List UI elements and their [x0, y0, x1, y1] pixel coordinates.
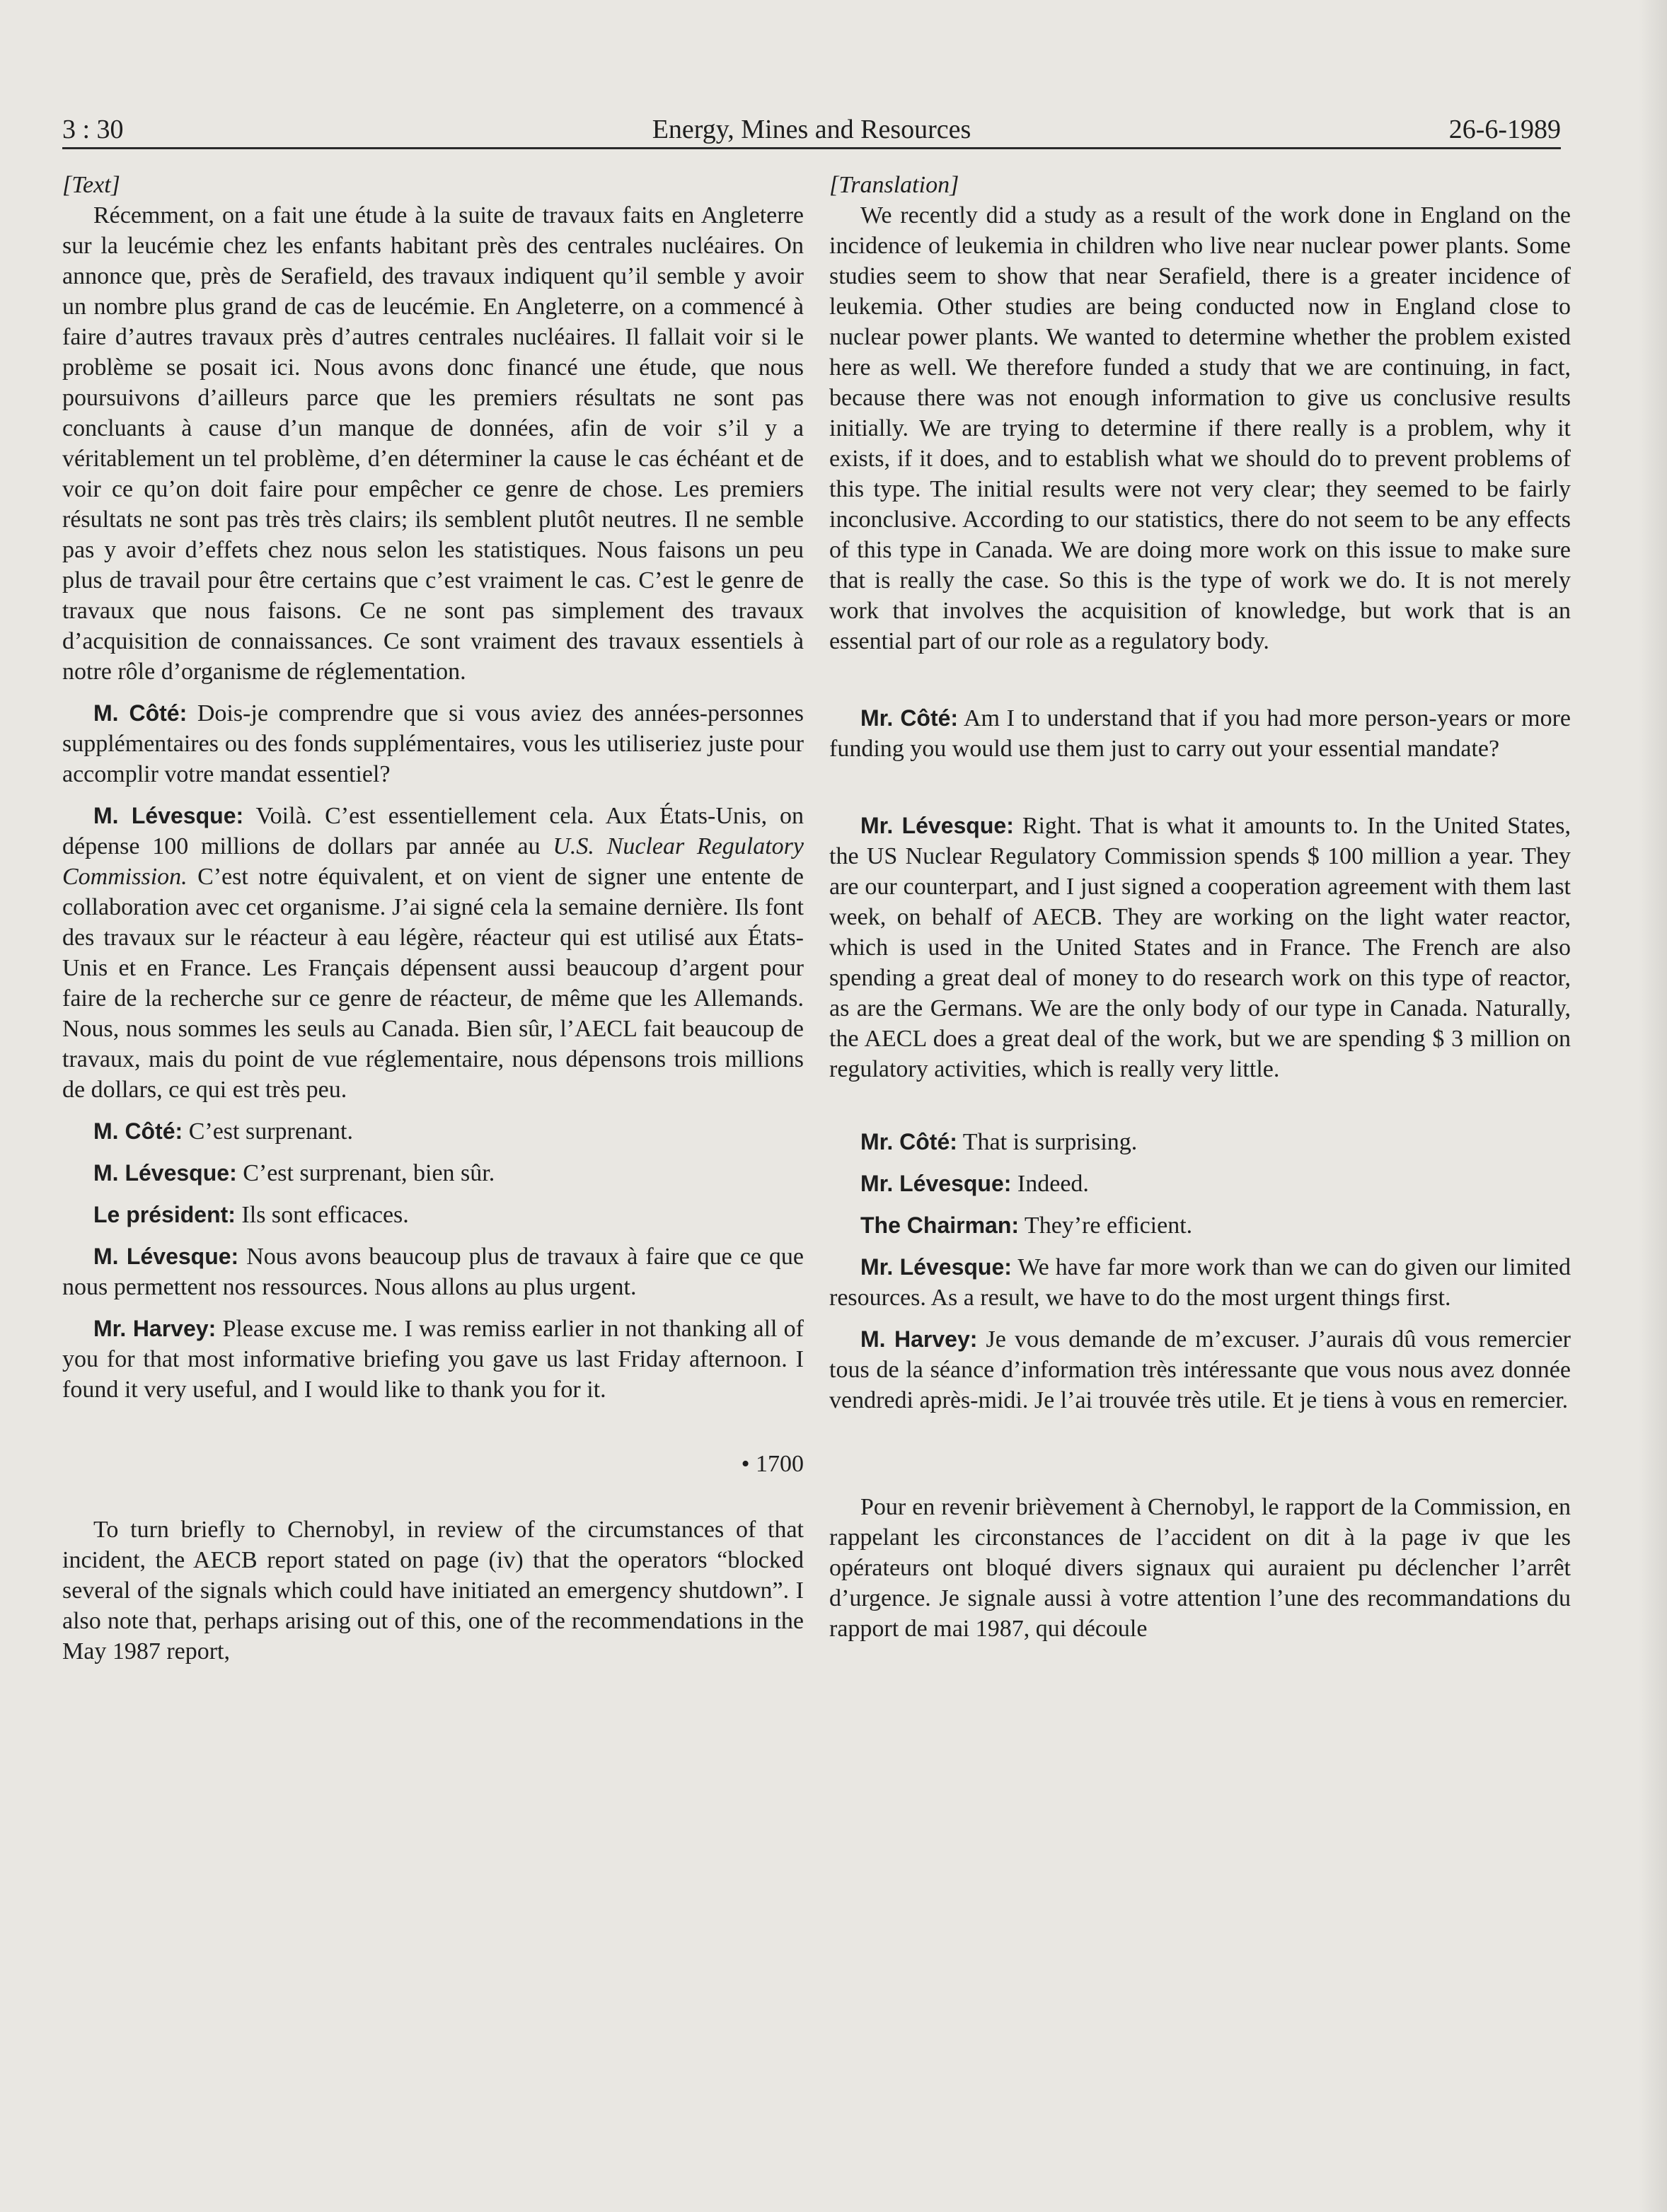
speech-text: We have far more work than we can do given our limited resources. As a result, we have to do the most urgent things first.: [829, 1254, 1571, 1311]
page-number: 3 : 30: [62, 115, 124, 144]
paragraph: To turn briefly to Chernobyl, in review of the circumstances of that incident, the AECB report stated on page (iv) that the operators “blocked several of the signals which could have initiated an emergency shutdown”. I also note that, perhaps arising out of this, one of the recommendations in the May 1987 report,: [62, 1517, 804, 1664]
speaker-name: M. Harvey:: [860, 1326, 978, 1352]
speech-text: Dois-je comprendre que si vous aviez des années-personnes supplémentaires ou des fonds supplémentaires, vous les utiliseriez juste pour accomplir votre mandat essentiel?: [62, 700, 804, 787]
speech-text: Right. That is what it amounts to. In the United States, the US Nuclear Regulatory Commission spends $ 100 million a year. They are our counterpart, and I just signed a cooperation agreement with them last week, on behalf of AECB. They are working on the light water reactor, which is used in the United States and in France. The French are also spending a great deal of money to do research work on this type of reactor, as are the Germans. We are the only body of our type in Canada. Naturally, the AECL does a great deal of the work, but we are spending $ 3 million on regulatory activities, which is really very little.: [829, 813, 1571, 1082]
publication-title: Energy, Mines and Resources: [652, 115, 971, 144]
speech-text: Voilà. C’est essentiellement cela. Aux États-Unis, on dépense 100 millions de dollars par année au: [62, 803, 804, 859]
left-column: [62, 170, 804, 1667]
speaker-name: Mr. Côté:: [860, 705, 959, 731]
speech-text: Ils sont efficaces.: [241, 1202, 409, 1228]
speech-text: That is surprising.: [962, 1129, 1138, 1155]
speaker-name: Mr. Côté:: [860, 1129, 957, 1154]
speech-text: Nous avons beaucoup plus de travaux à faire que ce que nous permettent nos ressources. Nous allons au plus urgent.: [62, 1244, 804, 1300]
speaker-name: The Chairman:: [860, 1212, 1020, 1238]
paragraph: [829, 1127, 1571, 1157]
paragraph: [829, 811, 1571, 1084]
speech-text: C’est surprenant, bien sûr.: [243, 1160, 495, 1186]
paragraph: [829, 703, 1571, 764]
speech-text: Please excuse me. I was remiss earlier in not thanking all of you for that most informative briefing you gave us last Friday afternoon. I found it very useful, and I would like to thank you for it.: [62, 1316, 804, 1403]
speaker-name: Mr. Lévesque:: [860, 1171, 1012, 1196]
time-marker: • 1700: [741, 1451, 804, 1477]
paragraph: Pour en revenir brièvement à Chernobyl, le rapport de la Commission, en rappelant les circonstances de l’accident on dit à la page iv que les opérateurs ont bloqué divers signaux qui auraient pu déclencher l’arrêt d’urgence. Je signale aussi à votre attention l’une des recommandations du rapport de mai 1987, qui découle: [829, 1494, 1571, 1642]
paragraph: [62, 698, 804, 789]
speaker-name: Mr. Harvey:: [93, 1316, 217, 1341]
speaker-name: M. Côté:: [93, 700, 188, 726]
paragraph: [62, 1116, 804, 1147]
paragraph: [62, 1200, 804, 1230]
commission-name: U.S. Nuclear Regulatory Commission.: [62, 833, 804, 890]
sitting-date: 26-6-1989: [1448, 115, 1561, 144]
speech-text: Je vous demande de m’excuser. J’aurais dû vous remercier tous de la séance d’information très intéressante que vous nous avez donnée vendredi après-midi. Je l’ai trouvée très utile. Et je tiens à vous en remercier.: [829, 1326, 1571, 1413]
speech-text: Indeed.: [1017, 1171, 1089, 1197]
speaker-name: Mr. Lévesque:: [860, 1254, 1012, 1280]
paragraph: [829, 1169, 1571, 1199]
speech-text: They’re efficient.: [1024, 1212, 1193, 1239]
page-edge-shadow: [1639, 0, 1667, 2212]
paragraph: Récemment, on a fait une étude à la suite de travaux faits en Angleterre sur la leucémie chez les enfants habitant près des centrales nucléaires. On annonce que, près de Serafield, des travaux indiquent qu’il semble y avoir un nombre plus grand de cas de leucémie. En Angleterre, on a commencé à faire d’autres travaux près d’autres centrales nucléaires. Il fallait voir si le problème se posait ici. Nous avons donc financé une étude, que nous poursuivons d’ailleurs parce que les premiers résultats ne sont pas concluants à cause d’un manque de données, afin de voir s’il y a véritablement un tel problème, d’en déterminer la cause le cas échéant et de voir ce qu’on doit faire pour empêcher ce genre de chose. Les premiers résultats ne sont pas très très clairs; ils semblent plutôt neutres. Il ne semble pas y avoir d’effets chez nous selon les statistiques. Nous faisons un peu plus de travail pour être certains que c’est vraiment le cas. C’est le genre de travaux que nous faisons. Ce ne sont pas simplement des travaux d’acquisition de connaissances. Ce sont vraiment des travaux essentiels à notre rôle d’organisme de réglementation.: [62, 202, 804, 685]
paragraph: [62, 1314, 804, 1405]
paragraph: [62, 1241, 804, 1302]
speaker-name: Le président:: [93, 1202, 236, 1227]
paragraph: [829, 1210, 1571, 1241]
paragraph: We recently did a study as a result of the work done in England on the incidence of leukemia in children who live near nuclear power plants. Some studies seem to show that near Serafield, there is a greater incidence of leukemia. Other studies are being conducted now in England close to nuclear power plants. We wanted to determine whether the problem existed here as well. We therefore funded a study that we are continuing, in fact, because there was not enough information to give us conclusive results initially. We are trying to determine if there really is a problem, why it exists, if it does, and to establish what we should do to prevent problems of this type. The initial results were not very clear; they seemed to be fairly inconclusive. According to our statistics, there do not seem to be any effects of this type in Canada. We are doing more work on this issue to make sure that is really the case. So this is the type of work we do. It is not merely work that involves the acquisition of knowledge, but work that is an essential part of our role as a regulatory body.: [829, 202, 1571, 654]
header-rule: [62, 147, 1561, 149]
speech-text: C’est notre équivalent, et on vient de signer une entente de collaboration avec cet organisme. J’ai signé cela la semaine dernière. Ils font des travaux sur le réacteur à eau légère, réacteur qui est utilisé aux États-Unis et en France. Les Français dépensent aussi beaucoup d’argent pour faire de la recherche sur ce genre de réacteur, de même que les Allemands. Nous, nous sommes les seuls au Canada. Bien sûr, l’AECL fait beaucoup de travaux, mais du point de vue réglementaire, nous dépensons trois millions de dollars, ce qui est très peu.: [62, 864, 804, 1103]
speech-text: C’est surprenant.: [188, 1118, 353, 1145]
running-header: [62, 110, 1561, 149]
paragraph: [829, 1324, 1571, 1415]
paragraph: [62, 801, 804, 1105]
speaker-name: M. Côté:: [93, 1118, 183, 1144]
speaker-name: M. Lévesque:: [93, 1244, 239, 1269]
paragraph: [829, 1252, 1571, 1313]
speech-text: Am I to understand that if you had more person-years or more funding you would use them just to carry out your essential mandate?: [829, 705, 1571, 762]
paragraph: [62, 1158, 804, 1188]
text-label: [Text]: [62, 172, 120, 198]
translation-label: [Translation]: [829, 172, 959, 198]
speaker-name: Mr. Lévesque:: [860, 813, 1014, 838]
speaker-name: M. Lévesque:: [93, 1160, 237, 1186]
speaker-name: M. Lévesque:: [93, 803, 244, 828]
right-column: [829, 170, 1571, 1644]
